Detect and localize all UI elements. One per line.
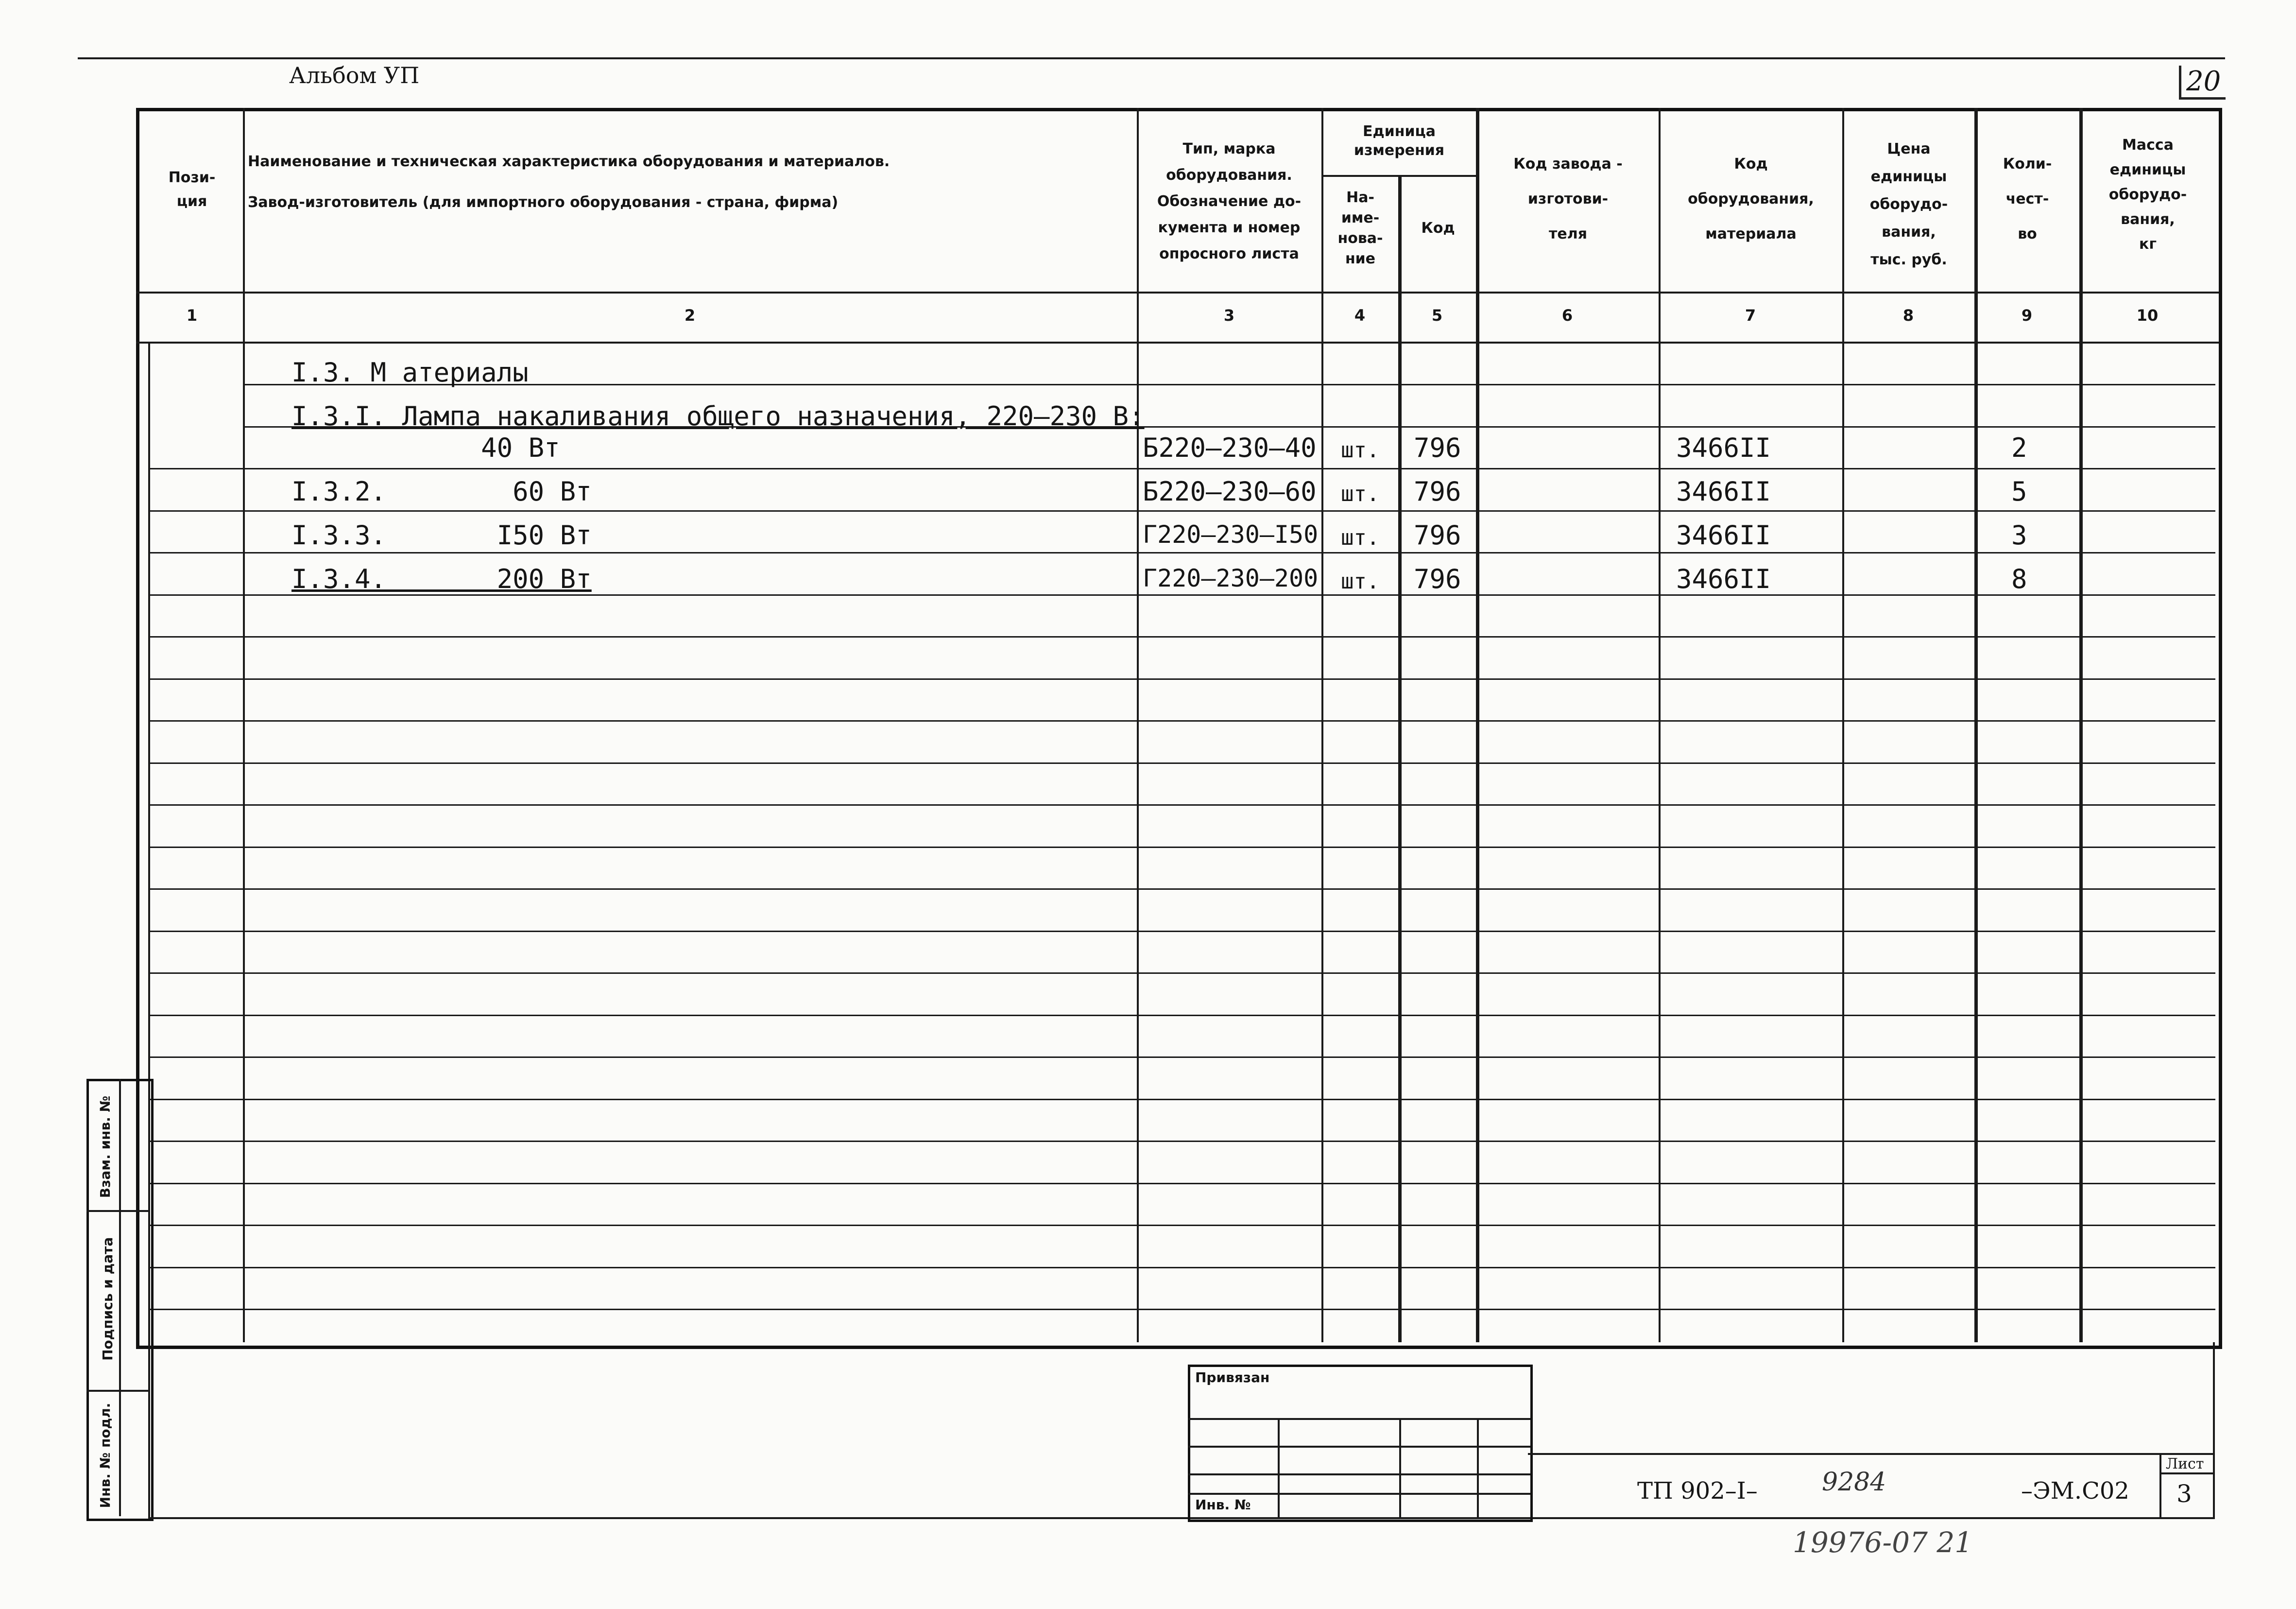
bottom-frame-line [148,1517,2213,1519]
row-4-name: I.3.4. 200 Вт [291,564,592,594]
row-3-code: 3466II [1676,520,1771,551]
col-num-8: 8 [1902,306,1914,325]
row-4-type: Г220–230–200 [1143,564,1319,592]
ruled-line [148,1225,2215,1226]
row-1-qty: 2 [2011,433,2027,463]
row-1-type: Б220–230–40 [1143,433,1317,463]
col-num-10: 10 [2136,306,2159,325]
unit-group-divider [1321,175,1476,177]
ruled-line [148,1056,2215,1058]
col-num-1: 1 [186,306,198,325]
row-2-qty: 5 [2011,476,2027,507]
row-2-unit: шт. [1341,482,1380,506]
row-3-unit: шт. [1341,525,1380,550]
privyazan-col-3 [1477,1418,1479,1517]
sheet-number: 3 [2176,1480,2192,1508]
row-lamp-title: I.3.I. Лампа накаливания общего назначения, 220–230 В: [291,401,1145,432]
row-4-unit-code: 796 [1414,564,1461,594]
page-corner-number: 20 [2179,66,2226,100]
ruled-line [243,384,2215,385]
top-border-line [78,57,2225,59]
header-quantity: Коли- чест- во [2003,156,2052,242]
header-price: Цена единицы оборудо- вания, тыс. руб. [1869,140,1948,268]
privyazan-line-3 [1188,1473,1530,1475]
ruled-line [148,720,2215,722]
row-1-unit: шт. [1341,438,1380,463]
doc-handwritten: 9284 [1822,1468,1886,1497]
row-1-unit-code: 796 [1414,433,1461,463]
row-3-type: Г220–230–I50 [1143,520,1319,549]
ruled-line [148,762,2215,764]
sheet-box-left [2159,1453,2161,1517]
col-num-4: 4 [1354,306,1366,325]
header-unit-name: На- име- нова- ние [1337,189,1383,267]
inv-no-label: Инв. № [1195,1497,1251,1513]
ruled-line [148,636,2215,638]
col-num-9: 9 [2021,306,2033,325]
ruled-line [148,1309,2215,1310]
doc-suffix: –ЭМ.С02 [2021,1477,2129,1505]
col-num-2: 2 [684,306,696,325]
ruled-line [148,847,2215,848]
bottom-handwritten-number: 19976-07 21 [1793,1526,1973,1559]
header-unit-code: Код [1421,220,1455,237]
row-2-code: 3466II [1676,476,1771,507]
doc-prefix: ТП 902–I– [1637,1477,1758,1505]
album-label: Альбом УП [289,62,420,88]
header-name: Наименование и техническая характеристика оборудования и материалов. Завод-изготовитель (для импортного оборудования - страна, фирма) [248,153,890,211]
ruled-line [148,972,2215,974]
privyazan-line-2 [1188,1446,1530,1448]
ruled-line [148,510,2215,512]
ruled-line [148,1183,2215,1184]
side-vzam-inv: Взам. инв. № [97,1095,113,1198]
row-section-title: I.3. М атериалы [291,357,529,388]
ruled-line [148,931,2215,932]
row-1-name: 40 Вт [291,433,560,463]
col-num-3: 3 [1223,306,1235,325]
privyazan-col-1 [1278,1418,1280,1517]
privyazan-line-1 [1188,1418,1530,1420]
side-stamp-divider-1 [86,1210,149,1212]
ruled-line [148,468,2215,469]
privyazan-label: Привязан [1195,1369,1270,1385]
row-4-unit: шт. [1341,569,1380,594]
row-4-code: 3466II [1676,564,1771,594]
sheet-box-divider [2159,1472,2213,1474]
row-4-qty: 8 [2011,564,2027,594]
row-2-name: I.3.2. 60 Вт [291,476,592,507]
ruled-line [148,804,2215,806]
ruled-line [148,594,2215,596]
ruled-line [148,888,2215,890]
row-1-code: 3466II [1676,433,1771,463]
col-divider-4 [1398,175,1402,1342]
header-position: Пози- ция [168,169,216,210]
col-num-5: 5 [1431,306,1443,325]
header-mass: Масса единицы оборудо- вания, кг [2108,136,2187,253]
col-num-6: 6 [1561,306,1573,325]
privyazan-col-2 [1399,1418,1401,1517]
ruled-line [148,678,2215,680]
sheet-label: Лист [2166,1455,2204,1472]
ruled-line [148,552,2215,554]
side-inv-podl: Инв. № подл. [97,1402,113,1508]
ruled-line [148,1015,2215,1016]
privyazan-line-4 [1188,1493,1530,1495]
header-bottom-line [136,292,2219,294]
col-num-7: 7 [1745,306,1756,325]
side-stamp-col [119,1079,121,1516]
row-3-unit-code: 796 [1414,520,1461,551]
row-2-unit-code: 796 [1414,476,1461,507]
ruled-line [148,1141,2215,1142]
ruled-line [148,1267,2215,1268]
header-factory-code: Код завода - изготови- теля [1513,156,1623,242]
header-type: Тип, марка оборудования. Обозначение до- кумента и номер опросного листа [1157,140,1302,262]
row-3-qty: 3 [2011,520,2027,551]
number-row-bottom-line [136,342,2219,344]
row-2-type: Б220–230–60 [1143,476,1317,507]
header-equipment-code: Код оборудования, материала [1688,156,1814,242]
row-3-name: I.3.3. I50 Вт [291,520,592,551]
title-block-top [1528,1453,2213,1455]
side-sign-date: Подпись и дата [100,1237,116,1361]
ruled-line [148,1099,2215,1100]
right-frame-line [2213,1342,2215,1519]
header-unit-group: Единица измерения [1354,123,1445,159]
side-stamp-divider-2 [86,1390,149,1392]
spec-table [136,108,2222,1349]
